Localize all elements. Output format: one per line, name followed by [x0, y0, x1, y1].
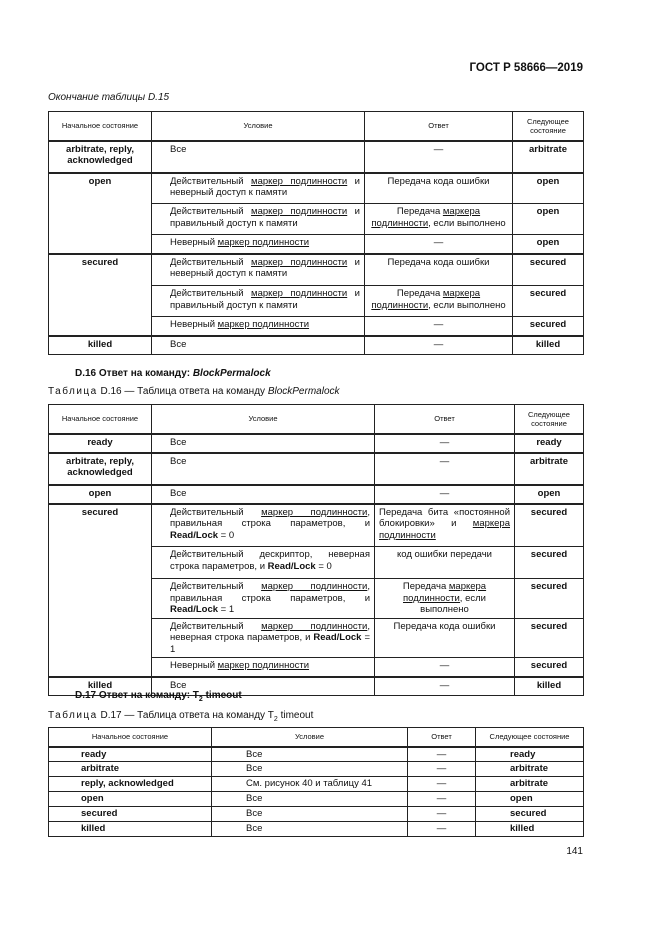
cell-condition: Действительный маркер подлинности, правильная строка параметров, и Read/Lock = 0: [152, 504, 375, 547]
header-condition: Условие: [152, 112, 365, 141]
table-row: [49, 254, 584, 286]
cell-initial: killed: [49, 677, 152, 696]
cell-condition: Действительный маркер подлинности и неверный доступ к памяти: [152, 254, 365, 286]
section-d16-title: D.16 Ответ на команду: BlockPermalock: [75, 368, 271, 379]
cell-condition: Все: [152, 485, 375, 504]
cell-response: —: [375, 485, 515, 504]
cell-response: Передача маркера подлинности, если выполнено: [365, 204, 513, 235]
cell-next: open: [476, 792, 584, 807]
cell-next: ready: [515, 434, 584, 453]
cell-condition: См. рисунок 40 и таблицу 41: [212, 777, 408, 792]
document-id: ГОСТ Р 58666—2019: [469, 62, 583, 74]
table-row: [49, 141, 584, 173]
table-header-row: [49, 112, 584, 141]
cell-initial: ready: [49, 434, 152, 453]
table-header-row: [49, 405, 584, 434]
cell-condition: Все: [212, 822, 408, 837]
table-d15: [48, 111, 584, 355]
header-response: Ответ: [408, 728, 476, 747]
cell-response: —: [365, 235, 513, 254]
table-d17-caption: Таблица D.17 — Таблица ответа на команду $T_2$ timeout: [48, 710, 314, 723]
cell-response: —: [408, 822, 476, 837]
header-next-state: Следующее состояние: [476, 728, 584, 747]
header-initial-state: Начальное состояние: [49, 112, 152, 141]
table-row: [49, 336, 584, 355]
header-response: Ответ: [375, 405, 515, 434]
cell-response: —: [408, 747, 476, 762]
cell-initial: ready: [49, 747, 212, 762]
table15-continuation-caption: Окончание таблицы D.15: [48, 92, 170, 103]
cell-initial: reply, acknowledged: [49, 777, 212, 792]
cell-response: —: [408, 807, 476, 822]
cell-condition: Все: [212, 747, 408, 762]
cell-next: secured: [515, 579, 584, 619]
cell-condition: Все: [152, 141, 365, 173]
cell-initial: open: [49, 173, 152, 254]
table-row: [49, 747, 584, 762]
cell-response: —: [408, 777, 476, 792]
cell-initial: killed: [49, 822, 212, 837]
cell-response: —: [408, 792, 476, 807]
cell-condition: Все: [152, 336, 365, 355]
cell-condition: Действительный маркер подлинности, правильная строка параметров, и Read/Lock = 1: [152, 579, 375, 619]
cell-next: arbitrate: [513, 141, 584, 173]
table-header-row: [49, 728, 584, 747]
table-row: [49, 453, 584, 485]
cell-initial: killed: [49, 336, 152, 355]
header-condition: Условие: [212, 728, 408, 747]
section-d17-title: D.17 Ответ на команду: $T_2$ timeout: [75, 690, 242, 703]
cell-next: arbitrate: [515, 453, 584, 485]
table-row: [49, 504, 584, 547]
cell-initial: arbitrate, reply, acknowledged: [49, 141, 152, 173]
cell-next: secured: [515, 547, 584, 579]
cell-response: —: [365, 317, 513, 336]
cell-condition: Все: [212, 807, 408, 822]
cell-next: secured: [513, 317, 584, 336]
cell-response: —: [365, 141, 513, 173]
cell-next: secured: [476, 807, 584, 822]
cell-condition: Неверный маркер подлинности: [152, 317, 365, 336]
cell-condition: Неверный маркер подлинности: [152, 235, 365, 254]
cell-response: Передача кода ошибки: [365, 173, 513, 204]
table-d16-caption: Таблица D.16 — Таблица ответа на команду BlockPermalock: [48, 386, 340, 397]
table-row: [49, 485, 584, 504]
table-d16: [48, 404, 584, 696]
cell-condition: Все: [152, 434, 375, 453]
cell-initial: secured: [49, 807, 212, 822]
cell-response: Передача маркера подлинности, если выполнено: [375, 579, 515, 619]
header-initial-state: Начальное состояние: [49, 405, 152, 434]
cell-next: arbitrate: [476, 762, 584, 777]
cell-response: —: [408, 762, 476, 777]
cell-response: код ошибки передачи: [375, 547, 515, 579]
cell-initial: arbitrate: [49, 762, 212, 777]
cell-initial: arbitrate, reply, acknowledged: [49, 453, 152, 485]
cell-next: killed: [513, 336, 584, 355]
cell-next: secured: [515, 658, 584, 677]
cell-next: secured: [515, 504, 584, 547]
header-next-state: Следующее состояние: [513, 112, 584, 141]
cell-condition: Действительный маркер подлинности и правильный доступ к памяти: [152, 204, 365, 235]
cell-next: open: [513, 204, 584, 235]
header-next-state: Следующее состояние: [515, 405, 584, 434]
table-row: [49, 777, 584, 792]
cell-initial: open: [49, 792, 212, 807]
cell-next: secured: [513, 254, 584, 286]
table-row: [49, 434, 584, 453]
header-initial-state: Начальное состояние: [49, 728, 212, 747]
table-row: [49, 173, 584, 204]
table-row: [49, 762, 584, 777]
cell-response: —: [365, 336, 513, 355]
table-row: [49, 807, 584, 822]
cell-next: killed: [515, 677, 584, 696]
cell-next: open: [515, 485, 584, 504]
cell-response: Передача кода ошибки: [375, 618, 515, 658]
cell-response: —: [375, 677, 515, 696]
cell-next: open: [513, 235, 584, 254]
cell-condition: Все: [152, 453, 375, 485]
table-row: [49, 792, 584, 807]
cell-condition: Действительный дескриптор, неверная строка параметров, и Read/Lock = 0: [152, 547, 375, 579]
cell-next: killed: [476, 822, 584, 837]
cell-condition: Действительный маркер подлинности, неверная строка параметров, и Read/Lock = 1: [152, 618, 375, 658]
cell-response: —: [375, 658, 515, 677]
cell-next: ready: [476, 747, 584, 762]
cell-initial: open: [49, 485, 152, 504]
cell-initial: secured: [49, 504, 152, 677]
cell-condition: Неверный маркер подлинности: [152, 658, 375, 677]
cell-next: secured: [513, 286, 584, 317]
page-number: 141: [566, 846, 583, 857]
cell-next: open: [513, 173, 584, 204]
header-condition: Условие: [152, 405, 375, 434]
cell-condition: Все: [152, 677, 375, 696]
header-response: Ответ: [365, 112, 513, 141]
cell-initial: secured: [49, 254, 152, 336]
cell-response: —: [375, 434, 515, 453]
cell-condition: Действительный маркер подлинности и правильный доступ к памяти: [152, 286, 365, 317]
cell-response: Передача бита «постоянной блокировки» и маркера подлинности: [375, 504, 515, 547]
cell-condition: Все: [212, 792, 408, 807]
table-d17: [48, 727, 584, 837]
cell-response: Передача маркера подлинности, если выполнено: [365, 286, 513, 317]
cell-next: arbitrate: [476, 777, 584, 792]
cell-response: Передача кода ошибки: [365, 254, 513, 286]
table-row: [49, 822, 584, 837]
cell-response: —: [375, 453, 515, 485]
cell-condition: Все: [212, 762, 408, 777]
cell-condition: Действительный маркер подлинности и неверный доступ к памяти: [152, 173, 365, 204]
cell-next: secured: [515, 618, 584, 658]
